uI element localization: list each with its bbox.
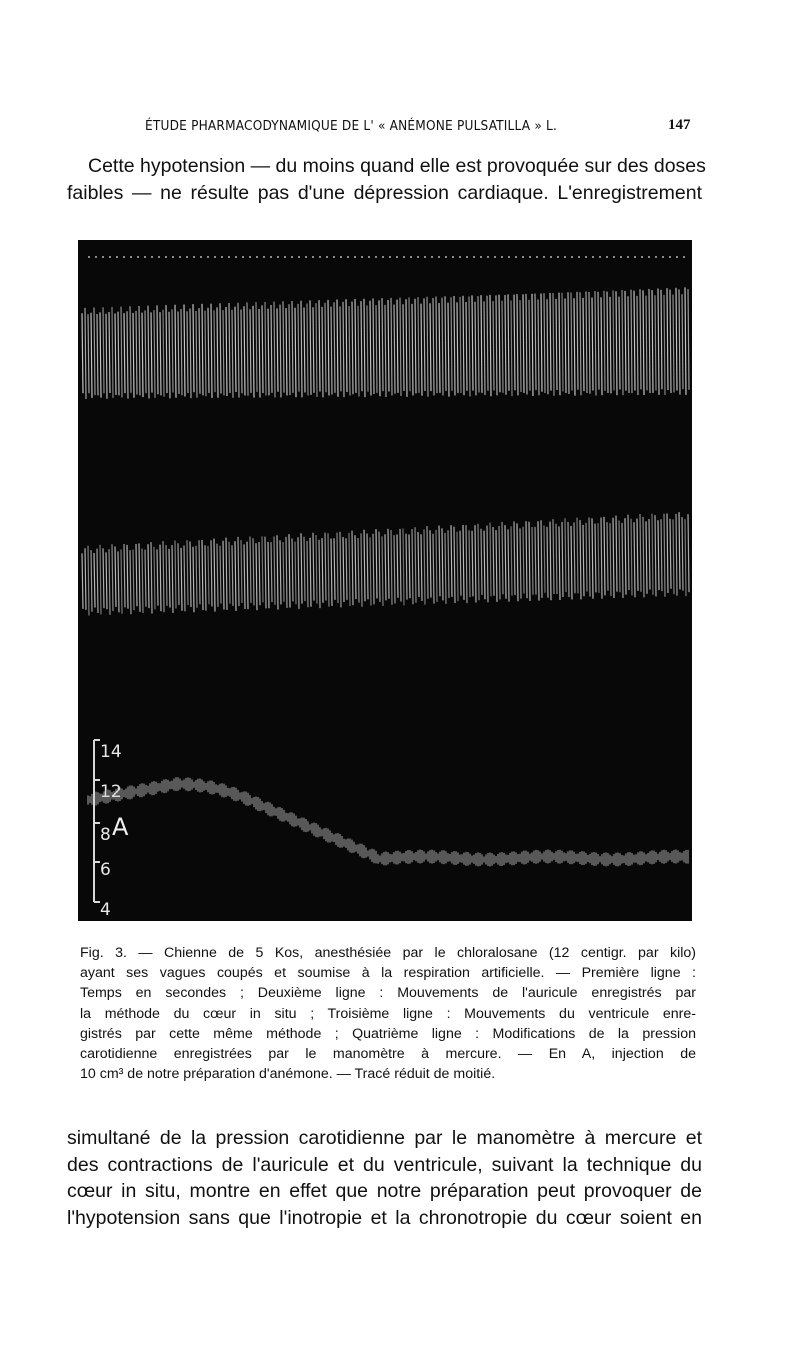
- scale-label-6: 6: [100, 860, 111, 880]
- text-line: cœur in situ, montre en effet que notre préparation peut provoquer de: [67, 1180, 702, 1202]
- caption-line: Temps en secondes ; Deuxième ligne : Mouvements de l'auricule enregistrés par: [80, 985, 696, 1002]
- text-line: l'hypotension sans que l'inotropie et la chronotropie du cœur soient en: [67, 1206, 702, 1229]
- scale-label-12: 12: [100, 782, 122, 802]
- caption-line: gistrés par cette même méthode ; Quatrième ligne : Modifications de la pression: [80, 1025, 696, 1042]
- continuation-paragraph: [67, 1125, 702, 1231]
- kymograph-figure: [78, 240, 692, 921]
- text-line: simultané de la pression carotidienne par le manomètre à mercure et: [67, 1127, 702, 1149]
- intro-paragraph: [67, 153, 706, 206]
- figure-caption: [80, 943, 696, 1084]
- page-number: 147: [668, 117, 691, 133]
- caption-line: carotidienne enregistrées par le manomètre à mercure. — En A, injection de: [80, 1046, 696, 1063]
- scale-label-4: 4: [100, 900, 111, 920]
- scale-label-14: 14: [100, 742, 122, 762]
- caption-line: 10 cm³ de notre préparation d'anémone. — Tracé réduit de moitié.: [80, 1066, 496, 1083]
- text-line: faibles — ne résulte pas d'une dépression cardiaque. L'enregistrement: [67, 181, 702, 204]
- caption-line: ayant ses vagues coupés et soumise à la respiration artificielle. — Première ligne :: [80, 965, 696, 982]
- running-head: ÉTUDE PHARMACODYNAMIQUE DE L' « ANÉMONE PULSATILLA » L.: [145, 118, 558, 134]
- caption-line: la méthode du cœur in situ ; Troisième ligne : Mouvements du ventricule enre-: [80, 1005, 696, 1022]
- scale-label-8: 8: [100, 825, 111, 845]
- kymograph-tracing: [78, 240, 692, 921]
- caption-line: Fig. 3. — Chienne de 5 Kos, anesthésiée par le chloralosane (12 centigr. par kilo): [80, 945, 696, 961]
- injection-mark: A: [112, 813, 129, 841]
- text-line: Cette hypotension — du moins quand elle est provoquée sur des doses: [88, 155, 706, 177]
- text-line: des contractions de l'auricule et du ventricule, suivant la technique du: [67, 1153, 702, 1176]
